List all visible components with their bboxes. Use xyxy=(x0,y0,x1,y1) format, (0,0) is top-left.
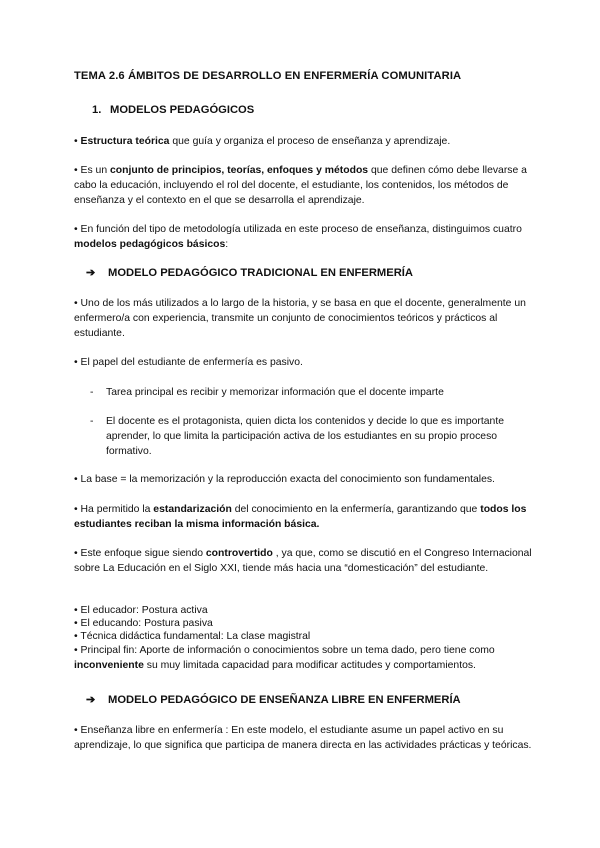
paragraph-text: Uno de los más utilizados a lo largo de la historia, y se basa en que el docente, generalmente un enfermero/a con experiencia, transmite un conjunto de conocimientos teóricos y prácticos al estudiante. xyxy=(74,298,526,339)
section-heading xyxy=(92,104,254,116)
paragraph-libre xyxy=(74,723,536,753)
paragraph-base xyxy=(74,472,536,487)
list-item-text: Técnica didáctica fundamental: La clase magistral xyxy=(80,631,311,642)
dash-icon: - xyxy=(90,387,94,398)
bullet-icon: • xyxy=(74,548,78,559)
bold-text: modelos pedagógicos básicos xyxy=(74,239,226,250)
subheading-label: MODELO PEDAGÓGICO TRADICIONAL EN ENFERMERÍA xyxy=(108,267,413,279)
dash-icon: - xyxy=(90,416,94,427)
section-label: MODELOS PEDAGÓGICOS xyxy=(110,104,255,116)
summary-list xyxy=(74,604,544,673)
list-item xyxy=(74,643,544,673)
bold-text: todos los estudiantes reciban la misma información básica. xyxy=(74,504,527,530)
paragraph-text: que guía y organiza el proceso de enseñanza y aprendizaje. xyxy=(169,136,451,147)
bullet-icon: • xyxy=(74,224,78,235)
subheading-label: MODELO PEDAGÓGICO DE ENSEÑANZA LIBRE EN ENFERMERÍA xyxy=(108,694,461,706)
bullet-icon: • xyxy=(74,136,78,147)
paragraph-text: : xyxy=(225,239,229,250)
bullet-icon: • xyxy=(74,357,78,368)
bold-text: controvertido xyxy=(205,548,273,559)
bullet-icon: • xyxy=(74,165,78,176)
paragraph-text: Ha permitido la xyxy=(80,504,154,515)
arrow-right-icon: ➔ xyxy=(86,694,96,706)
list-item xyxy=(74,617,544,630)
list-item-text: El educador: Postura activa xyxy=(80,605,208,616)
arrow-right-icon: ➔ xyxy=(86,267,96,279)
paragraph-estructura xyxy=(74,134,536,149)
paragraph-text: El papel del estudiante de enfermería es pasivo. xyxy=(80,357,303,368)
bullet-icon: • xyxy=(74,504,78,515)
paragraph-text: , ya que, como se discutió en el Congreso Internacional sobre La Educación en el Siglo XXI, tiende más hacia una “domesticación” del estudiante. xyxy=(74,548,532,574)
bold-text: conjunto de principios, teorías, enfoques y métodos xyxy=(110,165,369,176)
paragraph-text: Enseñanza libre en enfermería : En este modelo, el estudiante asume un papel activo en su aprendizaje, lo que significa que participa de manera directa en las actividades prácticas y teóricas. xyxy=(74,725,532,751)
list-item-text: su muy limitada capacidad para modificar actitudes y comportamientos. xyxy=(143,660,476,671)
bullet-icon: • xyxy=(74,605,78,616)
list-item-text: El docente es el protagonista, quien dicta los contenidos y decide lo que es importante aprender, lo que limita la participación activa de los estudiantes en su propio proceso formativo. xyxy=(106,416,504,457)
bullet-icon: • xyxy=(74,725,78,736)
bullet-icon: • xyxy=(74,645,78,656)
paragraph-papel xyxy=(74,355,536,370)
paragraph-text: Este enfoque sigue siendo xyxy=(80,548,206,559)
subheading-libre xyxy=(86,693,461,706)
bold-text: estandarización xyxy=(153,504,232,515)
bold-text: Estructura teórica xyxy=(80,136,170,147)
paragraph-text: Es un xyxy=(80,165,110,176)
bullet-icon: • xyxy=(74,631,78,642)
paragraph-controvertido xyxy=(74,546,536,576)
document-title: TEMA 2.6 ÁMBITOS DE DESARROLLO EN ENFERMERÍA COMUNITARIA xyxy=(74,70,462,82)
paragraph-estandarizacion xyxy=(74,502,536,532)
section-number: 1. xyxy=(92,104,102,116)
paragraph-conjunto xyxy=(74,163,536,208)
list-item-text: El educando: Postura pasiva xyxy=(80,618,213,629)
paragraph-funcion xyxy=(74,222,536,252)
list-item xyxy=(74,604,544,617)
bullet-icon: • xyxy=(74,298,78,309)
list-item xyxy=(90,414,530,459)
paragraph-text: que definen cómo debe llevarse a cabo la educación, incluyendo el rol del docente, el estudiante, los contenidos, los métodos de enseñanza y el contexto en el que se desarrolla el aprendizaje. xyxy=(74,165,527,206)
list-item-text: Principal fin: Aporte de información o conocimientos sobre un tema dado, pero tiene como xyxy=(80,645,495,656)
list-item xyxy=(74,630,544,643)
list-item-text: Tarea principal es recibir y memorizar información que el docente imparte xyxy=(106,387,444,398)
paragraph-text: En función del tipo de metodología utilizada en este proceso de enseñanza, distinguimos cuatro xyxy=(80,224,522,235)
subheading-tradicional xyxy=(86,266,413,279)
paragraph-text: del conocimiento en la enfermería, garantizando que xyxy=(231,504,481,515)
paragraph-text: La base = la memorización y la reproducción exacta del conocimiento son fundamentales. xyxy=(80,474,495,485)
list-item xyxy=(90,385,530,400)
bold-text: inconveniente xyxy=(74,660,144,671)
bullet-icon: • xyxy=(74,618,78,629)
bullet-icon: • xyxy=(74,474,78,485)
paragraph-uno xyxy=(74,296,536,341)
